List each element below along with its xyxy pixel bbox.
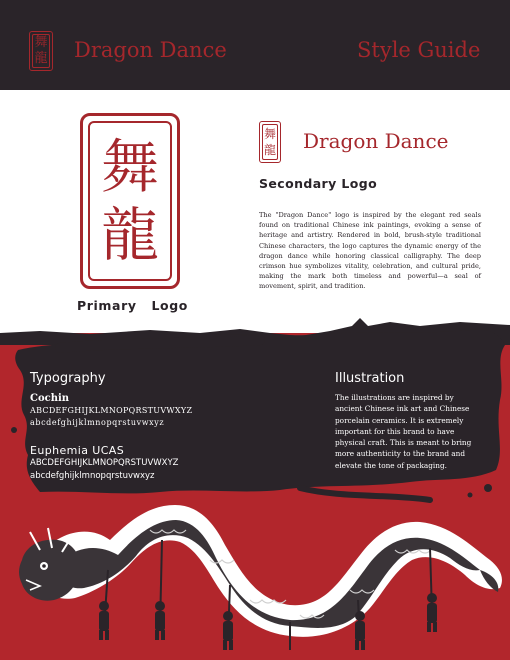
font-sample-lowercase: abcdefghijklmnopqrstuvwxyz [30,471,155,481]
illustration-description: The illustrations are inspired by ancient Chinese ink art and Chinese porcelain ceramics. It is extremely important for this brand to have physical craft. This is meant to bring more authenticity to the brand and elevate the tone of packaging. [335,393,472,470]
secondary-logo-label: Secondary Logo [259,176,378,191]
font-sample-lowercase: abcdefghijklmnopqrstuvwxyz [30,418,165,427]
logo-description: The "Dragon Dance" logo is inspired by the elegant red seals found on traditional Chinese ink paintings, evoking a sense of heritage and artistry. Rendered in bold, brush-style traditional Chinese characters, the logo captures the dynamic energy of the dragon dance while honoring classical calligraphy. The deep crimson hue symbolizes vitality, celebration, and cultural pride, making the mark both timeless and powerful—a seal of movement, spirit, and tradition. [259,211,481,291]
font-sample-uppercase: ABCDEFGHIJKLMNOPQRSTUVWXYZ [30,406,193,415]
secondary-brand-name: Dragon Dance [303,129,449,153]
typography-heading: Typography [30,371,106,386]
primary-logo-label: Primary Logo [77,298,188,313]
seal-char-dragon: 龍 [263,143,276,157]
font-name-cochin: Cochin [30,393,70,404]
seal-char-dance: 舞 [34,35,48,50]
seal-char-dance: 舞 [100,133,159,201]
header-section-title: Style Guide [357,38,481,62]
header-brand-name: Dragon Dance [74,38,227,62]
font-sample-uppercase: ABCDEFGHIJKLMNOPQRSTUVWXYZ [30,458,179,468]
font-name-euphemia: Euphemia UCAS [30,444,125,457]
seal-char-dance: 舞 [263,127,276,141]
illustration-heading: Illustration [335,371,405,386]
seal-char-dragon: 龍 [100,201,159,269]
seal-char-dragon: 龍 [34,51,48,66]
